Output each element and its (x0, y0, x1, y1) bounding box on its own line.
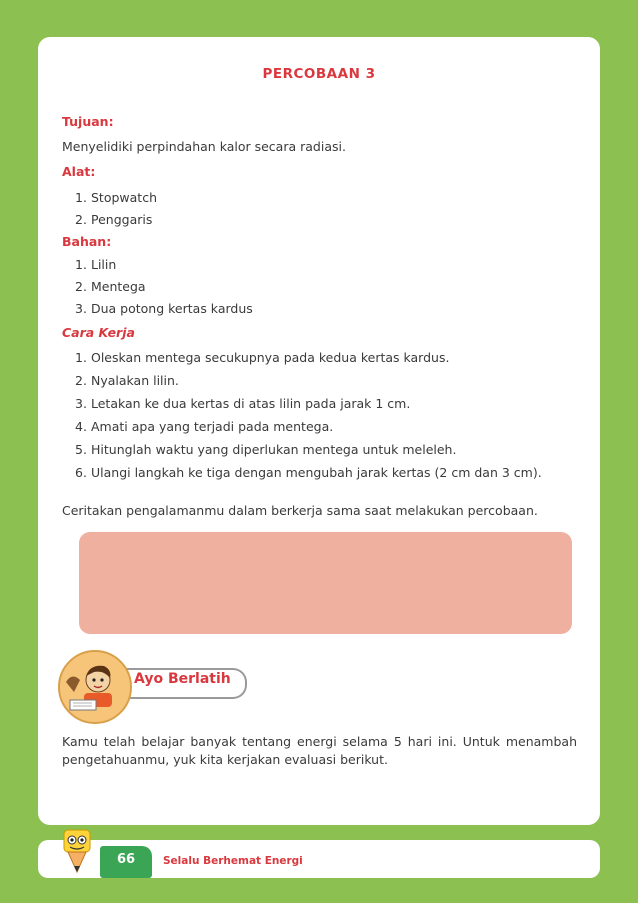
cara-kerja-step: 3. Letakan ke dua kertas di atas lilin pada jarak 1 cm. (75, 396, 411, 411)
page-title: PERCOBAAN 3 (262, 66, 376, 82)
tujuan-text: Menyelidiki perpindahan kalor secara radiasi. (62, 139, 346, 154)
answer-box[interactable] (79, 532, 572, 634)
cara-kerja-heading: Cara Kerja (62, 325, 135, 340)
ayo-berlatih-label: Ayo Berlatih (134, 671, 231, 687)
bahan-item: 3. Dua potong kertas kardus (75, 301, 253, 316)
book-title: Selalu Berhemat Energi (163, 855, 303, 867)
cara-kerja-step: 5. Hitunglah waktu yang diperlukan mentega untuk meleleh. (75, 442, 457, 457)
bahan-heading: Bahan: (62, 234, 112, 249)
alat-heading: Alat: (62, 164, 96, 179)
cara-kerja-step: 1. Oleskan mentega secukupnya pada kedua kertas kardus. (75, 350, 450, 365)
alat-item: 2. Penggaris (75, 212, 153, 227)
cara-kerja-step: 2. Nyalakan lilin. (75, 373, 179, 388)
bahan-item: 2. Mentega (75, 279, 146, 294)
cara-kerja-step: 4. Amati apa yang terjadi pada mentega. (75, 419, 334, 434)
pencil-mascot-icon (58, 826, 100, 876)
instruction-text: Ceritakan pengalamanmu dalam berkerja sama saat melakukan percobaan. (62, 503, 538, 518)
tujuan-heading: Tujuan: (62, 114, 114, 129)
cara-kerja-step: 6. Ulangi langkah ke tiga dengan mengubah jarak kertas (2 cm dan 3 cm). (75, 465, 542, 480)
page-number: 66 (116, 852, 136, 867)
student-writing-icon (58, 650, 132, 724)
bahan-item: 1. Lilin (75, 257, 117, 272)
alat-item: 1. Stopwatch (75, 190, 157, 205)
closing-paragraph: Kamu telah belajar banyak tentang energi selama 5 hari ini. Untuk menambah pengetahuanmu, yuk kita kerjakan evaluasi berikut. (62, 734, 577, 767)
